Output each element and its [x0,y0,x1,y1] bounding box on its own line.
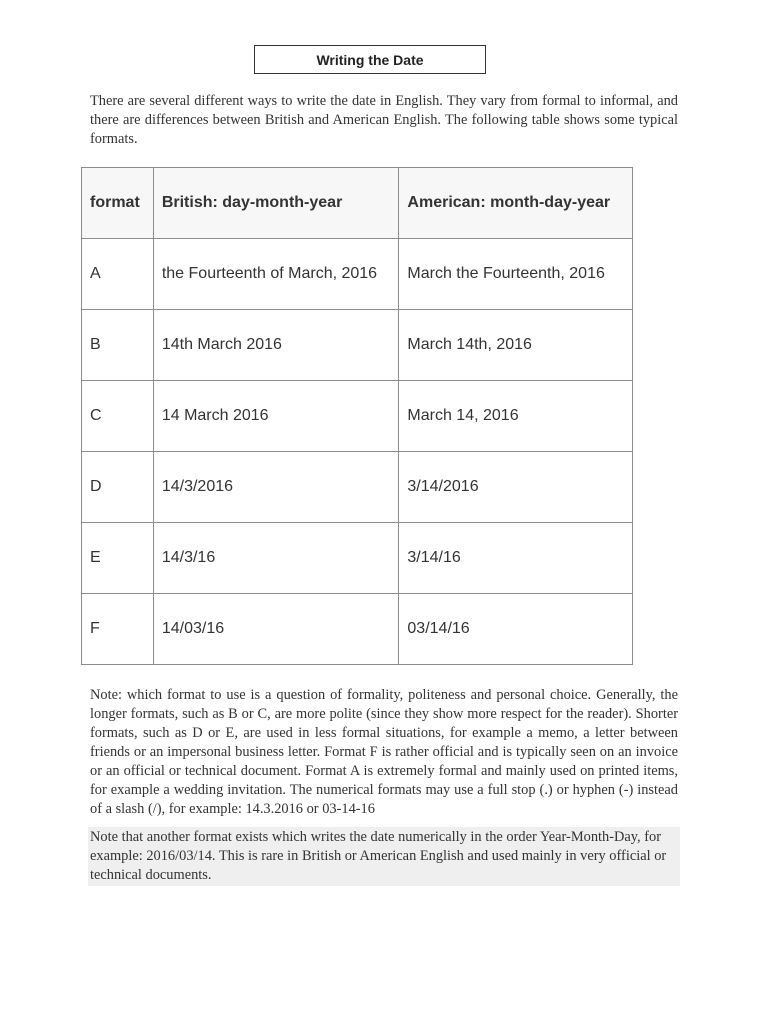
header-format: format [82,168,154,239]
format-letter: A [82,239,154,310]
header-british: British: day-month-year [153,168,399,239]
table-header-row [82,168,633,239]
british-date: 14 March 2016 [153,381,399,452]
format-letter: B [82,310,154,381]
format-letter: F [82,594,154,665]
american-date: March the Fourteenth, 2016 [399,239,633,310]
british-date: 14th March 2016 [153,310,399,381]
highlighted-note-paragraph: Note that another format exists which writes the date numerically in the order Year-Month-Day, for example: 2016/03/14. This is rare in British or American English and used mainly in very official or technical documents. [88,827,680,886]
date-formats-table [81,167,633,665]
format-letter: C [82,381,154,452]
british-date: 14/3/2016 [153,452,399,523]
table-row [82,239,633,310]
american-date: 3/14/16 [399,523,633,594]
british-date: the Fourteenth of March, 2016 [153,239,399,310]
format-letter: E [82,523,154,594]
american-date: March 14th, 2016 [399,310,633,381]
intro-paragraph: There are several different ways to write the date in English. They vary from formal to informal, and there are differences between British and American English. The following table shows some typical formats. [90,93,678,147]
table-row [82,594,633,665]
american-date: 03/14/16 [399,594,633,665]
table-row [82,381,633,452]
british-date: 14/3/16 [153,523,399,594]
note-paragraph: Note: which format to use is a question of formality, politeness and personal choice. Generally, the longer formats, such as B or C, are more polite (since they show more respect for the reader). Shorter formats, such as D or E, are used in less formal situations, for example a memo, a letter between friends or an impersonal business letter. Format F is rather official and is typically seen on an invoice or an official or technical document. Format A is extremely formal and mainly used on printed items, for example a wedding invitation. The numerical formats may use a full stop (.) or hyphen (-) instead of a slash (/), for example: 14.3.2016 or 03-14-16 [90,687,678,817]
table-row [82,523,633,594]
table-row [82,452,633,523]
american-date: 3/14/2016 [399,452,633,523]
british-date: 14/03/16 [153,594,399,665]
document-title: Writing the Date [254,45,486,74]
format-letter: D [82,452,154,523]
header-american: American: month-day-year [399,168,633,239]
american-date: March 14, 2016 [399,381,633,452]
table-row [82,310,633,381]
